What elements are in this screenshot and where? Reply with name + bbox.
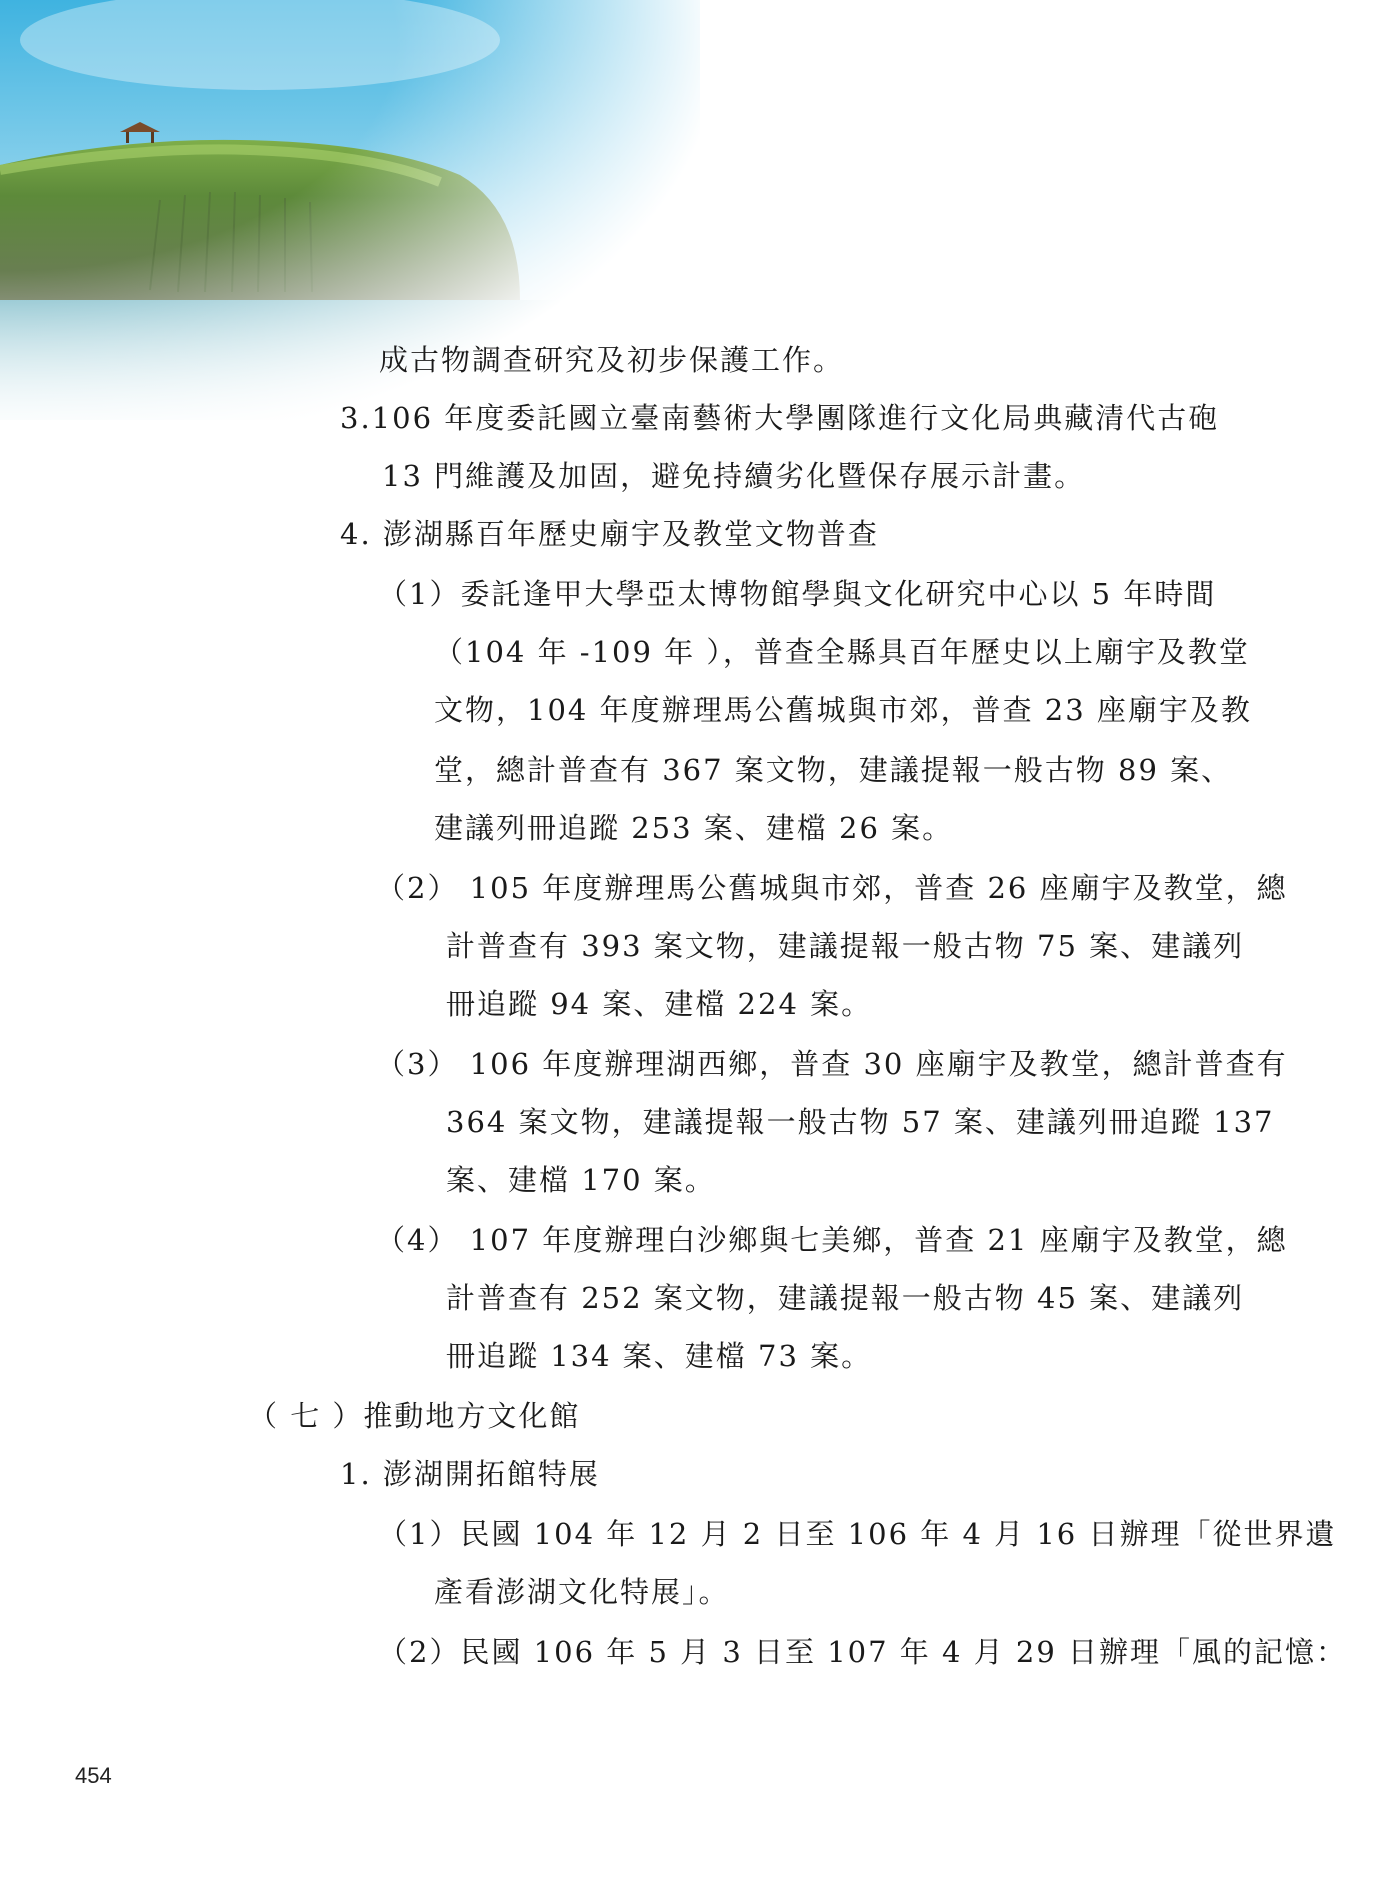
text-line: 4. 澎湖縣百年歷史廟宇及教堂文物普查 — [340, 517, 879, 551]
text-line: 計普查有 252 案文物，建議提報一般古物 45 案、建議列 — [446, 1281, 1245, 1315]
text-line: 3.106 年度委託國立臺南藝術大學團隊進行文化局典藏清代古砲 — [340, 401, 1220, 435]
text-line: 計普查有 393 案文物，建議提報一般古物 75 案、建議列 — [446, 929, 1245, 963]
text-line: 建議列冊追蹤 253 案、建檔 26 案。 — [434, 811, 954, 845]
text-line: 364 案文物，建議提報一般古物 57 案、建議列冊追蹤 137 — [446, 1105, 1275, 1139]
text-line: 案、建檔 170 案。 — [446, 1163, 716, 1197]
text-line: 產看澎湖文化特展」。 — [434, 1575, 730, 1609]
text-line: （4） 107 年度辦理白沙鄉與七美鄉，普查 21 座廟宇及教堂，總 — [376, 1223, 1288, 1257]
text-line: 13 門維護及加固，避免持續劣化暨保存展示計畫。 — [382, 459, 1086, 493]
text-line: （3） 106 年度辦理湖西鄉，普查 30 座廟宇及教堂，總計普查有 — [376, 1047, 1288, 1081]
text-line: 冊追蹤 134 案、建檔 73 案。 — [446, 1339, 873, 1373]
subsection-heading: 1. 澎湖開拓館特展 — [340, 1457, 600, 1491]
text-line: 冊追蹤 94 案、建檔 224 案。 — [446, 987, 873, 1021]
text-line: 成古物調查研究及初步保護工作。 — [379, 343, 845, 377]
text-line: 文物，104 年度辦理馬公舊城與市郊，普查 23 座廟宇及教 — [434, 693, 1252, 727]
text-line: （2）民國 106 年 5 月 3 日至 107 年 4 月 29 日辦理「風的記憶： — [378, 1635, 1348, 1669]
text-line: （2） 105 年度辦理馬公舊城與市郊，普查 26 座廟宇及教堂，總 — [376, 871, 1288, 905]
section-heading: （ 七 ）推動地方文化館 — [248, 1399, 581, 1433]
text-line: （1）委託逢甲大學亞太博物館學與文化研究中心以 5 年時間 — [378, 577, 1217, 611]
text-line: （104 年 -109 年 ），普查全縣具百年歷史以上廟宇及教堂 — [434, 635, 1250, 669]
page-number: 454 — [75, 1763, 112, 1788]
text-line: 堂，總計普查有 367 案文物，建議提報一般古物 89 案、 — [434, 753, 1233, 787]
text-line: （1）民國 104 年 12 月 2 日至 106 年 4 月 16 日辦理「從世界遺 — [378, 1517, 1337, 1551]
